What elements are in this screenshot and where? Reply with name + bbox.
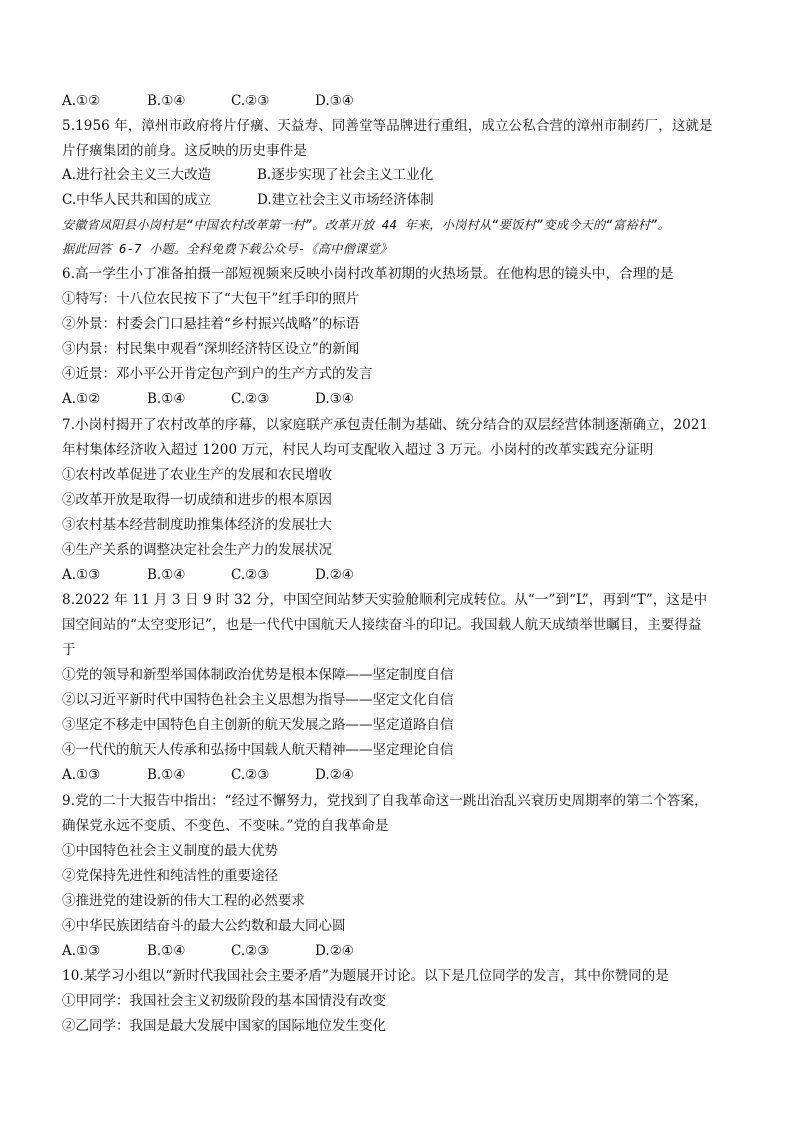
q8-options [62,766,402,784]
q10-item-2: ②乙同学：我国是最大发展中国家的国际地位发生变化 [62,1018,386,1034]
q8-stem-line-2: 国空间站的“太空变形记”，也是一代代中国航天人接续奋斗的印记。我国载人航天成绩举世瞩目，主要得益 [62,617,702,633]
q9-option-d: D.②④ [315,943,354,959]
q8-option-a: A.①③ [62,767,101,783]
q6-options [62,390,402,408]
q7-option-a: A.①③ [62,567,101,583]
q9-stem-line-1: 9.党的二十大报告中指出：“经过不懈努力，党找到了自我革命这一跳出治乱兴衰历史周期率的第二个答案， [62,793,708,809]
q5-option-c: C.中华人民共和国的成立 [62,192,212,208]
material-line-2: 据此回答 6-7 小题。全科免费下载公众号-《高中僧课堂》 [62,242,393,256]
material-line-1: 安徽省凤阳县小岗村是“中国农村改革第一村”。改革开放 44 年来，小岗村从“要饭村”变成今天的“富裕村”。 [62,218,671,232]
q10-item-1: ①甲同学：我国社会主义初级阶段的基本国情没有改变 [62,993,386,1009]
q6-item-1: ①特写：十八位农民按下了“大包干”红手印的照片 [62,291,360,307]
q8-option-b: B.①④ [147,767,186,783]
q6-item-4: ④近景：邓小平公开肯定包产到户的生产方式的发言 [62,366,373,382]
q8-option-d: D.②④ [315,767,354,783]
q9-option-b: B.①④ [147,943,186,959]
q9-item-4: ④中华民族团结奋斗的最大公约数和最大同心圆 [62,918,346,934]
q6-item-3: ③内景：村民集中观看“深圳经济特区设立”的新闻 [62,341,360,357]
q5-option-b: B.逐步实现了社会主义工业化 [257,167,434,183]
q4-option-a: A.①② [62,93,101,109]
q6-item-2: ②外景：村委会门口悬挂着“乡村振兴战略”的标语 [62,316,360,332]
q9-item-2: ②党保持先进性和纯洁性的重要途径 [62,868,278,884]
q8-option-c: C.②③ [231,767,270,783]
q5-option-a: A.进行社会主义三大改造 [62,167,212,183]
q8-item-4: ④一代代的航天人传承和弘扬中国载人航天精神——坚定理论自信 [62,742,454,758]
q7-stem-line-2: 年村集体经济收入超过 1200 万元，村民人均可支配收入超过 3 万元。小岗村的改革实践充分证明 [62,442,654,458]
q10-stem: 10.某学习小组以“新时代我国社会主要矛盾”为题展开讨论。以下是几位同学的发言，其中你赞同的是 [62,968,669,984]
q4-options [62,92,402,110]
q5-stem-line-1: 5.1956 年，漳州市政府将片仔癀、天益寿、同善堂等品牌进行重组，成立公私合营的漳州市制药厂，这就是 [62,118,713,134]
q6-option-b: B.①④ [147,391,186,407]
q7-option-b: B.①④ [147,567,186,583]
q5-stem-line-2: 片仔癀集团的前身。这反映的历史事件是 [62,143,307,159]
q8-stem-line-3: 于 [62,642,76,658]
q6-option-c: C.②③ [231,391,270,407]
q9-options [62,942,402,960]
q9-stem-line-2: 确保党永远不变质、不变色、不变味。”党的自我革命是 [62,818,389,834]
q7-item-4: ④生产关系的调整决定社会生产力的发展状况 [62,542,332,558]
q6-stem: 6.高一学生小丁准备拍摄一部短视频来反映小岗村改革初期的火热场景。在他构思的镜头中，合理的是 [62,266,674,282]
q7-option-d: D.②④ [315,567,354,583]
q5-options-row-1 [62,166,562,184]
q9-item-1: ①中国特色社会主义制度的最大优势 [62,843,278,859]
q4-option-c: C.②③ [231,93,270,109]
q7-options [62,566,402,584]
q7-item-3: ③农村基本经营制度助推集体经济的发展壮大 [62,517,332,533]
q9-option-c: C.②③ [231,943,270,959]
q8-item-1: ①党的领导和新型举国体制政治优势是根本保障——坚定制度自信 [62,667,454,683]
q7-option-c: C.②③ [231,567,270,583]
q4-option-d: D.③④ [315,93,354,109]
q7-stem-line-1: 7.小岗村揭开了农村改革的序幕，以家庭联产承包责任制为基础、统分结合的双层经营体制逐渐确立，2021 [62,417,709,433]
q8-item-3: ③坚定不移走中国特色自主创新的航天发展之路——坚定道路自信 [62,717,454,733]
q6-option-d: D.③④ [315,391,354,407]
q7-item-2: ②改革开放是取得一切成绩和进步的根本原因 [62,492,332,508]
q4-option-b: B.①④ [147,93,186,109]
q8-item-2: ②以习近平新时代中国特色社会主义思想为指导——坚定文化自信 [62,692,454,708]
q9-item-3: ③推进党的建设新的伟大工程的必然要求 [62,893,305,909]
q8-stem-line-1: 8.2022 年 11 月 3 日 9 时 32 分，中国空间站梦天实验舱顺利完成转位。从“一”到“L”，再到“T”，这是中 [62,592,708,608]
q6-option-a: A.①② [62,391,101,407]
q9-option-a: A.①③ [62,943,101,959]
q5-options-row-2 [62,191,562,209]
q5-option-d: D.建立社会主义市场经济体制 [257,192,434,208]
q7-item-1: ①农村改革促进了农业生产的发展和农民增收 [62,467,332,483]
